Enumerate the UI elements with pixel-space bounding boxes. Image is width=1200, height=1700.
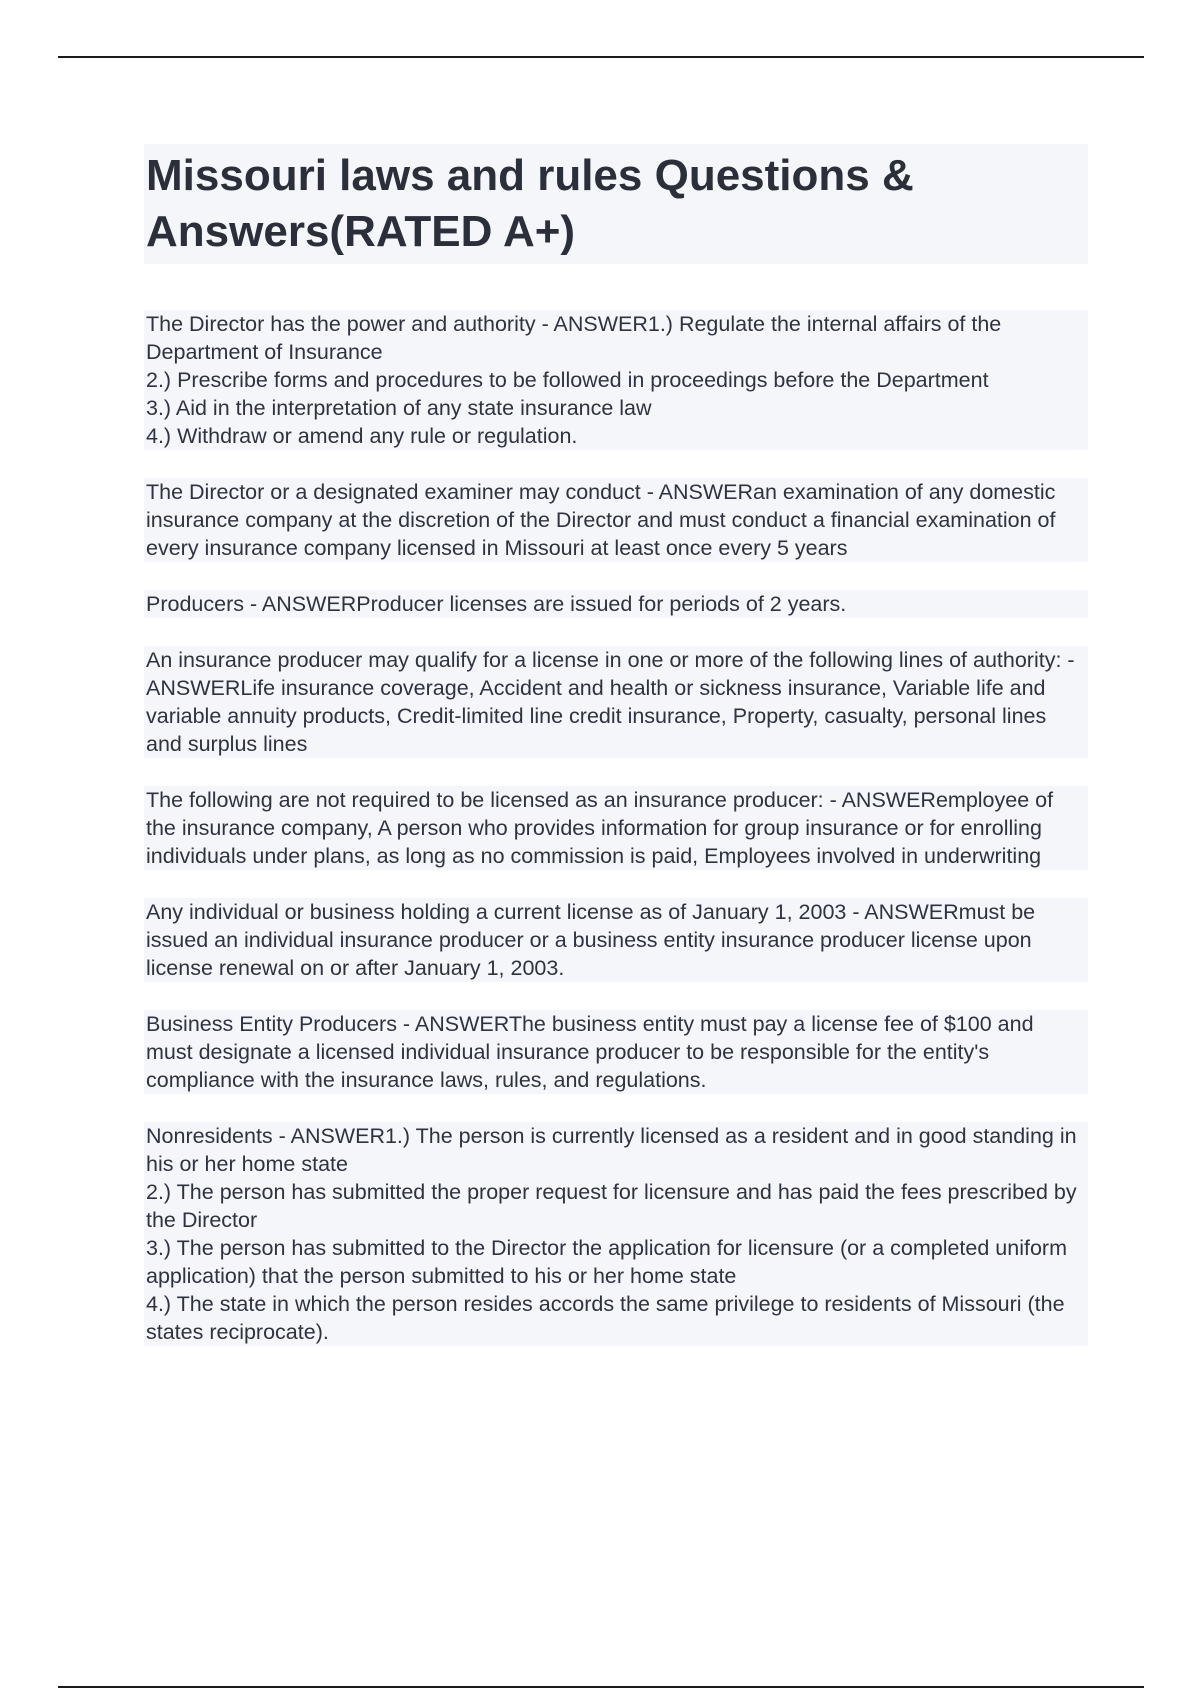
title-block bbox=[144, 144, 1088, 264]
qa-list bbox=[144, 310, 1088, 1374]
qa-item-business-entity: Business Entity Producers - ANSWERThe business entity must pay a license fee of $100 and must designate a licensed individual insurance producer to be responsible for the entity's compliance with the insurance laws, rules, and regulations. bbox=[144, 1010, 1088, 1094]
document-title: Missouri laws and rules Questions & Answers(RATED A+) bbox=[146, 151, 914, 256]
qa-item-nonresidents: Nonresidents - ANSWER1.) The person is currently licensed as a resident and in good standing in his or her home state 2.) The person has submitted the proper request for licensure and has paid the fees prescribed by the Director 3.) The person has submitted to the Director the application for licensure (or a completed uniform application) that the person submitted to his or her home state 4.) The state in which the person resides accords the same privilege to residents of Missouri (the states reciprocate). bbox=[144, 1122, 1088, 1346]
qa-item-producers: Producers - ANSWERProducer licenses are issued for periods of 2 years. bbox=[144, 590, 1088, 618]
qa-item-examiner: The Director or a designated examiner may conduct - ANSWERan examination of any domestic insurance company at the discretion of the Director and must conduct a financial examination of every insurance company licensed in Missouri at least once every 5 years bbox=[144, 478, 1088, 562]
qa-item-current-license: Any individual or business holding a current license as of January 1, 2003 - ANSWERmust be issued an individual insurance producer or a business entity insurance producer license upon license renewal on or after January 1, 2003. bbox=[144, 898, 1088, 982]
qa-item-not-required: The following are not required to be licensed as an insurance producer: - ANSWERemployee of the insurance company, A person who provides information for group insurance or for enrolling individuals under plans, as long as no commission is paid, Employees involved in underwriting bbox=[144, 786, 1088, 870]
top-rule bbox=[58, 56, 1144, 58]
bottom-rule bbox=[58, 1686, 1144, 1688]
qa-item-lines-of-authority: An insurance producer may qualify for a license in one or more of the following lines of authority: - ANSWERLife insurance coverage, Accident and health or sickness insurance, Variable life and variable annuity products, Credit-limited line credit insurance, Property, casualty, personal lines and surplus lines bbox=[144, 646, 1088, 758]
qa-item-director-power: The Director has the power and authority - ANSWER1.) Regulate the internal affairs of the Department of Insurance 2.) Prescribe forms and procedures to be followed in proceedings before the Department 3.) Aid in the interpretation of any state insurance law 4.) Withdraw or amend any rule or regulation. bbox=[144, 310, 1088, 450]
